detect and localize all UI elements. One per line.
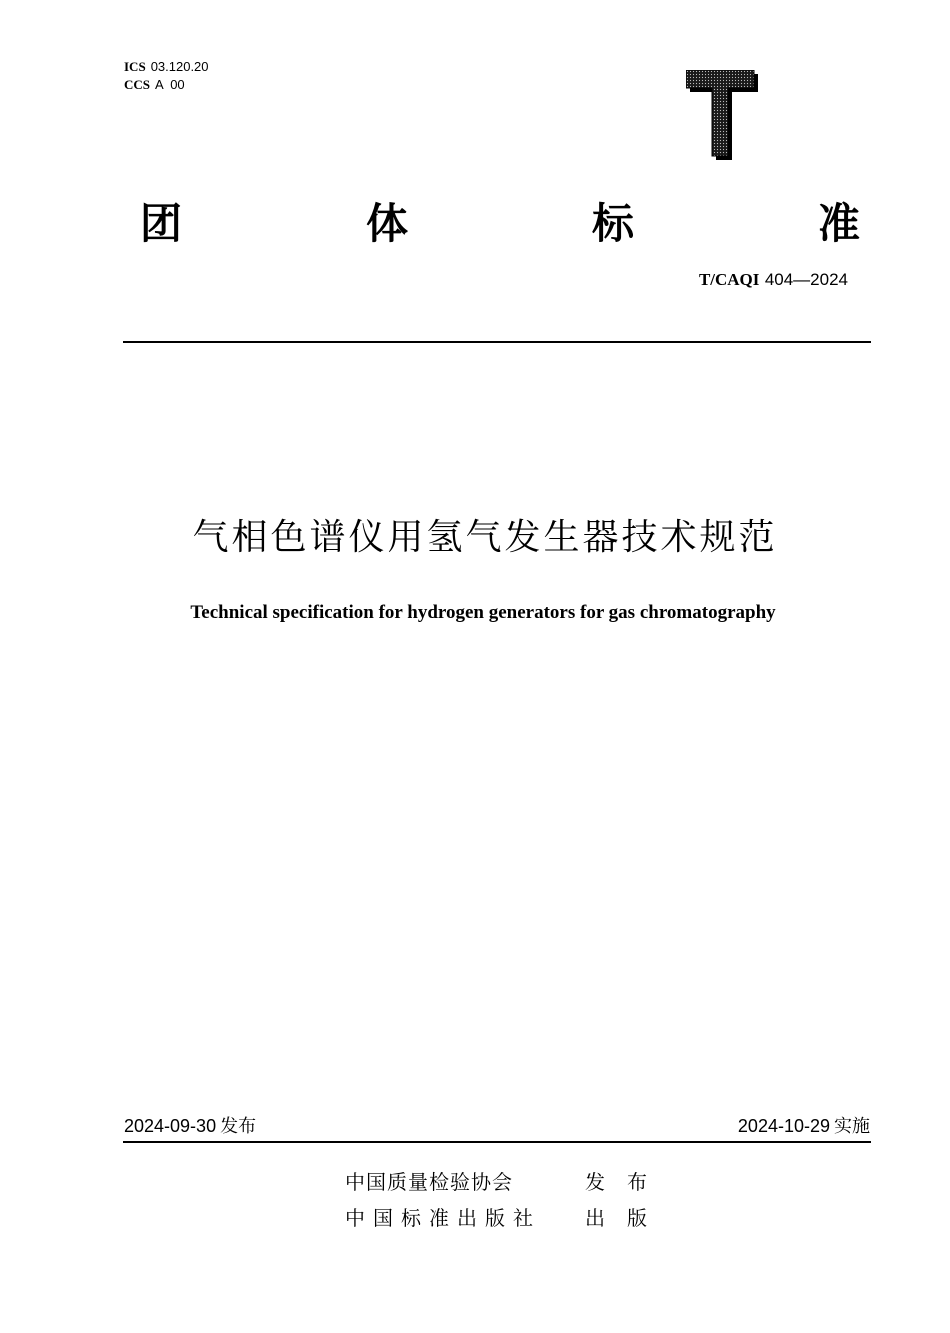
standard-type-char: 准	[817, 199, 860, 248]
ics-code-row	[124, 58, 209, 76]
standard-type-heading	[140, 196, 860, 252]
title-chinese: 气相色谱仪用氢气发生器技术规范	[192, 517, 778, 558]
publisher-row	[345, 1167, 669, 1197]
standard-type-char: 团	[140, 199, 183, 248]
publisher-org: 中国质量检验协会	[345, 1170, 513, 1194]
implementation-date-value: 2024-10-29	[737, 1116, 830, 1136]
publisher-org: 中国标准出版社	[345, 1206, 541, 1230]
publisher-role: 发布	[585, 1170, 669, 1194]
ccs-code-row	[124, 76, 209, 94]
implementation-date-label: 实施	[834, 1116, 870, 1137]
classification-codes	[124, 58, 209, 94]
standard-number-prefix: T/CAQI	[698, 270, 760, 289]
standard-type-char: 体	[365, 199, 408, 248]
issue-date-value: 2024-09-30	[124, 1116, 217, 1136]
ics-value: 03.120.20	[150, 59, 209, 74]
group-standard-t-logo-icon	[686, 70, 758, 160]
ics-label: ICS	[124, 59, 146, 74]
implementation-date	[738, 1112, 870, 1141]
standard-number	[699, 268, 848, 292]
bottom-divider	[123, 1141, 871, 1143]
standard-number-value: 404—2024	[764, 270, 848, 289]
ccs-label: CCS	[124, 77, 151, 92]
issue-date	[124, 1112, 256, 1141]
top-divider	[123, 341, 871, 343]
standard-type-char: 标	[591, 199, 634, 248]
issue-date-label: 发布	[220, 1116, 257, 1137]
publisher-row	[345, 1203, 669, 1233]
title-english: Technical specification for hydrogen generators for gas chromatography	[190, 602, 776, 623]
ccs-value: A 00	[155, 77, 185, 92]
publisher-role: 出版	[585, 1206, 669, 1230]
